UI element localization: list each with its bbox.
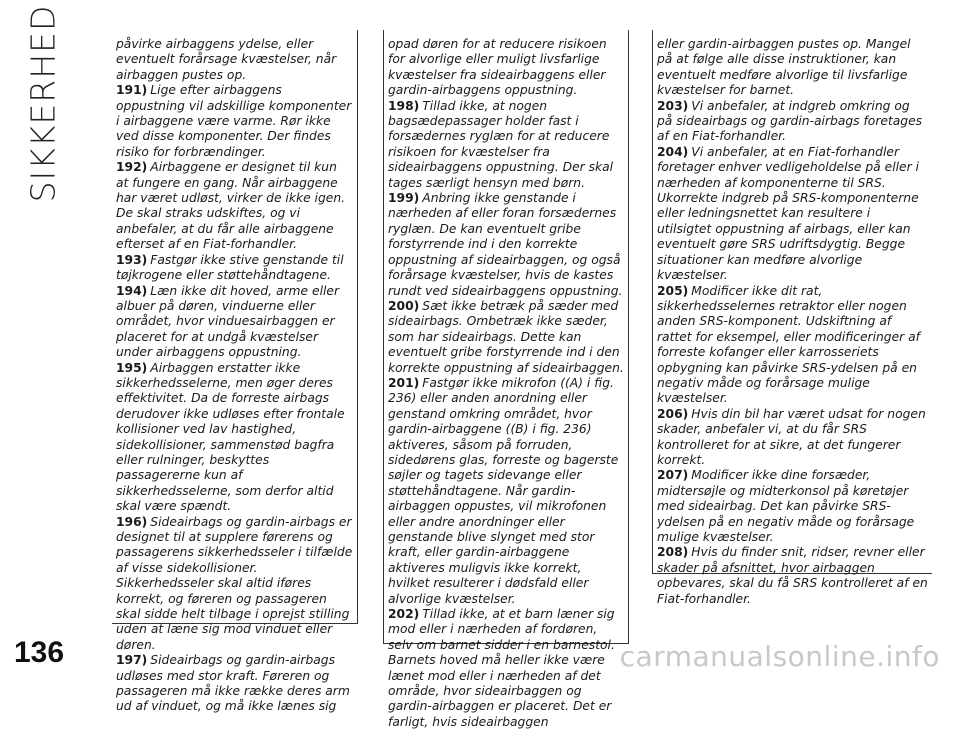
paragraph-text: Lige efter airbaggens oppustning vil adskillige komponenter i airbaggene være varme. Rør ikke ved disse komponenter. Der findes risiko for forbrændinger. (116, 83, 352, 159)
paragraph-number: 203) (657, 98, 689, 113)
warning-paragraph (657, 468, 928, 545)
paragraph-text: Læn ikke dit hoved, arme eller albuer på døren, vinduerne eller området, hvor vinduesairbaggen er placeret for at undgå kvæstelser under airbaggens oppustning. (116, 283, 340, 360)
paragraph-number: 201) (388, 375, 420, 390)
warning-paragraph (116, 515, 353, 654)
paragraph-text: Sæt ikke betræk på sæder med sideairbags. Ombetræk ikke sæder, som har sideairbags. Dette kan eventuelt gribe forstyrrende ind i den korrekte oppustning af sideairbaggen. (388, 298, 624, 375)
paragraph-number: 205) (657, 283, 689, 298)
warning-paragraph (657, 284, 928, 407)
paragraph-text: Hvis din bil har været udsat for nogen skader, anbefaler vi, at du får SRS kontrolleret for at sikre, at det fungerer korrekt. (657, 406, 926, 467)
warning-paragraph (116, 284, 353, 361)
paragraph-number: 198) (388, 98, 420, 113)
warning-paragraph (116, 37, 353, 83)
paragraph-text: Tillad ikke, at et barn læner sig mod eller i nærheden af fordøren, selv om barnet sidder i en barnestol. Barnets hoved må heller ikke være lænet mod eller i nærheden af det område, hvor sideairbaggen og gardin-airbaggen er placeret. Det er farligt, hvis sideairbaggen (388, 607, 615, 729)
paragraph-number: 191) (116, 83, 148, 98)
warning-paragraph (388, 37, 624, 99)
paragraph-text: Vi anbefaler, at en Fiat-forhandler foretager enhver vedligeholdelse på eller i nærheden af komponenterne til SRS. Ukorrekte indgreb på SRS-komponenterne eller ledningsnettet kan resultere i utilsigtet oppustning af airbags, eller kan eventuelt gøre SRS udriftsdygtig. Begge situationer kan medføre alvorlige kvæstelser. (657, 144, 919, 283)
paragraph-number: 197) (116, 653, 148, 668)
paragraph-number: 192) (116, 160, 148, 175)
warning-paragraph (116, 253, 353, 284)
paragraph-number: 193) (116, 252, 148, 267)
paragraph-text: Anbring ikke genstande i nærheden af eller foran forsædernes ryglæn. De kan eventuelt gribe forstyrrende ind i den korrekte oppustning af sideairbaggen, og også forårsage kvæstelser, hvis de kastes rundt ved sideairbaggens oppustning. (388, 191, 623, 298)
paragraph-text: Tillad ikke, at nogen bagsædepassager holder fast i forsædernes ryglæn for at reducere risikoen for kvæstelser fra sideairbaggens oppustning. Der skal tages særligt hensyn med børn. (388, 98, 614, 190)
paragraph-text: Hvis du finder snit, ridser, revner eller skader på afsnittet, hvor airbaggen opbevares, skal du få SRS kontrolleret af en Fiat-forhandler. (657, 545, 928, 606)
warning-paragraph (657, 545, 928, 607)
paragraph-number: 199) (388, 191, 420, 206)
paragraph-text: Sideairbags og gardin-airbags er designet til at supplere førerens og passagerens sikkerhedsseler i tilfælde af visse sidekollisioner. Sikkerhedsseler skal altid iføres korrekt, og føreren og passageren skal sidde helt tilbage i oprejst stilling uden at læne sig mod vinduet eller døren. (116, 514, 353, 652)
warning-paragraph (388, 607, 624, 730)
section-title (8, 4, 78, 202)
warning-paragraph (116, 361, 353, 515)
paragraph-text: Fastgør ikke stive genstande til tøjkrogene eller støttehåndtagene. (116, 252, 344, 283)
warning-paragraph (657, 407, 928, 469)
paragraph-number: 202) (388, 607, 420, 622)
warning-paragraph (657, 145, 928, 284)
warning-paragraph (657, 37, 928, 99)
section-title-text: SIKKERHED (23, 4, 63, 202)
warning-paragraph (388, 299, 624, 376)
warning-paragraph (388, 376, 624, 607)
paragraph-number: 206) (657, 406, 689, 421)
paragraph-text: påvirke airbaggens ydelse, eller eventuelt forårsage kvæstelser, når airbaggen pustes op. (116, 37, 337, 82)
paragraph-text: Sideairbags og gardin-airbags udløses med stor kraft. Føreren og passageren må ikke række deres arm ud af vinduet, og må ikke lænes sig (116, 653, 350, 714)
paragraph-number: 196) (116, 514, 148, 529)
warning-paragraph (116, 83, 353, 160)
paragraph-text: Modificer ikke dit rat, sikkerhedsselernes retraktor eller nogen anden SRS-komponent. Udskiftning af rattet for eksempel, eller modificeringer af forreste kofanger eller karrosseriets opbygning kan påvirke SRS-ydelsen på en negativ måde og forårsage mulige kvæstelser. (657, 283, 920, 406)
warning-paragraph (116, 160, 353, 252)
paragraph-number: 208) (657, 545, 689, 560)
paragraph-text: Vi anbefaler, at indgreb omkring og på sideairbags og gardin-airbags foretages af en Fiat-forhandler. (657, 98, 923, 144)
text-column-1 (112, 30, 358, 714)
warning-paragraph (388, 191, 624, 299)
text-column-2 (383, 30, 629, 729)
paragraph-text: Modificer ikke dine forsæder, midtersøjle og midterkonsol på køretøjer med sideairbag. Det kan påvirke SRS-ydelsen på en negativ måde og forårsage mulige kvæstelser. (657, 468, 915, 544)
paragraph-text: eller gardin-airbaggen pustes op. Mangel på at følge alle disse instruktioner, kan eventuelt medføre alvorlige til livsfarlige kvæstelser for barnet. (657, 37, 911, 98)
warning-paragraph (388, 99, 624, 191)
paragraph-number: 204) (657, 144, 689, 159)
page-number: 136 (14, 636, 65, 669)
watermark: carmanualsonline.info (619, 640, 940, 673)
paragraph-text: opad døren for at reducere risikoen for alvorlige eller muligt livsfarlige kvæstelser fra sideairbaggens eller gardin-airbaggens oppustning. (388, 37, 607, 98)
warning-paragraph (116, 653, 353, 715)
paragraph-text: Fastgør ikke mikrofon ((A) i fig. 236) eller anden anordning eller genstand omkring området, hvor gardin-airbaggene ((B) i fig. 236) aktiveres, såsom på forruden, sidedørens glas, forreste og bagerste søjler og tagets sidevange eller støttehåndtagene. Når gardin-airbaggen oppustes, vil mikrofonen eller andre anordninger eller genstande blive slynget med stor kraft, eller gardin-airbaggene aktiveres muligvis ikke korrekt, hvilket resulterer i dødsfald eller alvorlige kvæstelser. (388, 375, 619, 606)
paragraph-number: 200) (388, 298, 420, 313)
paragraph-text: Airbaggen erstatter ikke sikkerhedsselerne, men øger deres effektivitet. Da de forreste airbags derudover ikke udløses efter frontale kollisioner ved lav hastighed, sidekollisioner, sammenstød bagfra eller rulninger, beskyttes passagererne kun af sikkerhedsselerne, som derfor altid skal være spændt. (116, 360, 345, 514)
warning-paragraph (657, 99, 928, 145)
paragraph-text: Airbaggene er designet til kun at fungere en gang. Når airbaggene har været udløst, virker de ikke igen. De skal straks udskiftes, og vi anbefaler, at du får alle airbaggene efterset af en Fiat-forhandler. (116, 160, 346, 252)
paragraph-number: 195) (116, 360, 148, 375)
paragraph-number: 194) (116, 283, 148, 298)
paragraph-number: 207) (657, 468, 689, 483)
text-column-3 (652, 30, 932, 606)
